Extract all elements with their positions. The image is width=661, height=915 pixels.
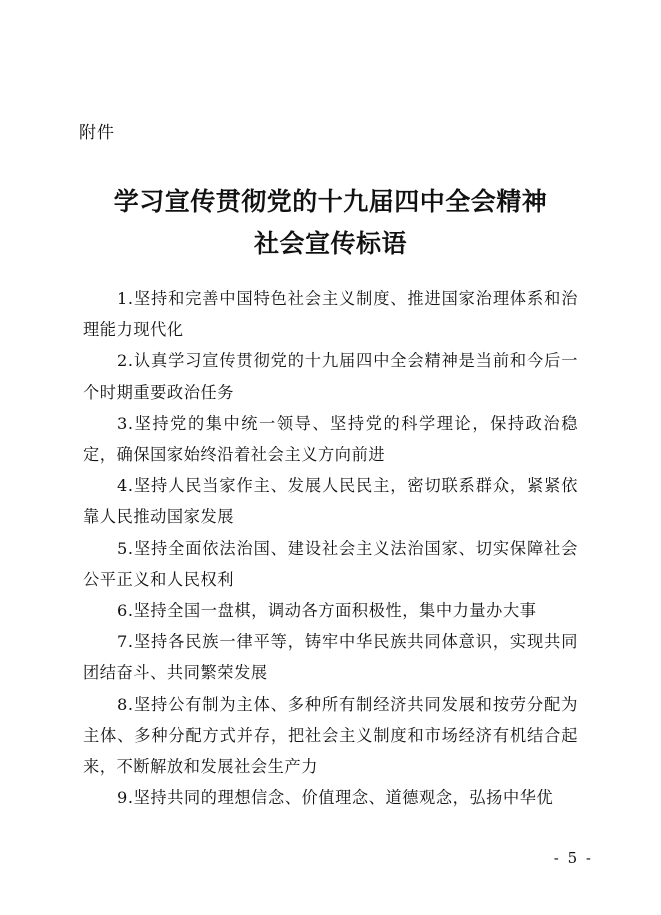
document-title-line-2: 社会宣传标语 <box>253 229 407 258</box>
slogan-item-6: 6.坚持全国一盘棋，调动各方面积极性，集中力量办大事 <box>117 601 537 621</box>
slogan-item-2: 2.认真学习宣传贯彻党的十九届四中全会精神是当前和今后一个时期重要政治任务 <box>83 351 578 402</box>
slogan-item-9: 9.坚持共同的理想信念、价值理念、道德观念，弘扬中华优 <box>117 788 554 808</box>
slogan-item-5: 5.坚持全面依法治国、建设社会主义法治国家、切实保障社会公平正义和人民权利 <box>83 538 578 589</box>
slogan-list <box>83 283 578 813</box>
slogan-item-1: 1.坚持和完善中国特色社会主义制度、推进国家治理体系和治理能力现代化 <box>83 289 578 340</box>
document-title-line-1: 学习宣传贯彻党的十九届四中全会精神 <box>113 187 548 216</box>
page-number: - 5 - <box>553 849 593 867</box>
slogan-item-4: 4.坚持人民当家作主、发展人民民主，密切联系群众，紧紧依靠人民推动国家发展 <box>83 476 578 527</box>
slogan-item-8: 8.坚持公有制为主体、多种所有制经济共同发展和按劳分配为主体、多种分配方式并存，把社会主义制度和市场经济有机结合起来，不断解放和发展社会生产力 <box>83 694 578 777</box>
slogan-item-7: 7.坚持各民族一律平等，铸牢中华民族共同体意识，实现共同团结奋斗、共同繁荣发展 <box>83 632 578 683</box>
attachment-label: 附件 <box>79 123 115 143</box>
slogan-item-3: 3.坚持党的集中统一领导、坚持党的科学理论，保持政治稳定，确保国家始终沿着社会主义方向前进 <box>83 413 578 465</box>
